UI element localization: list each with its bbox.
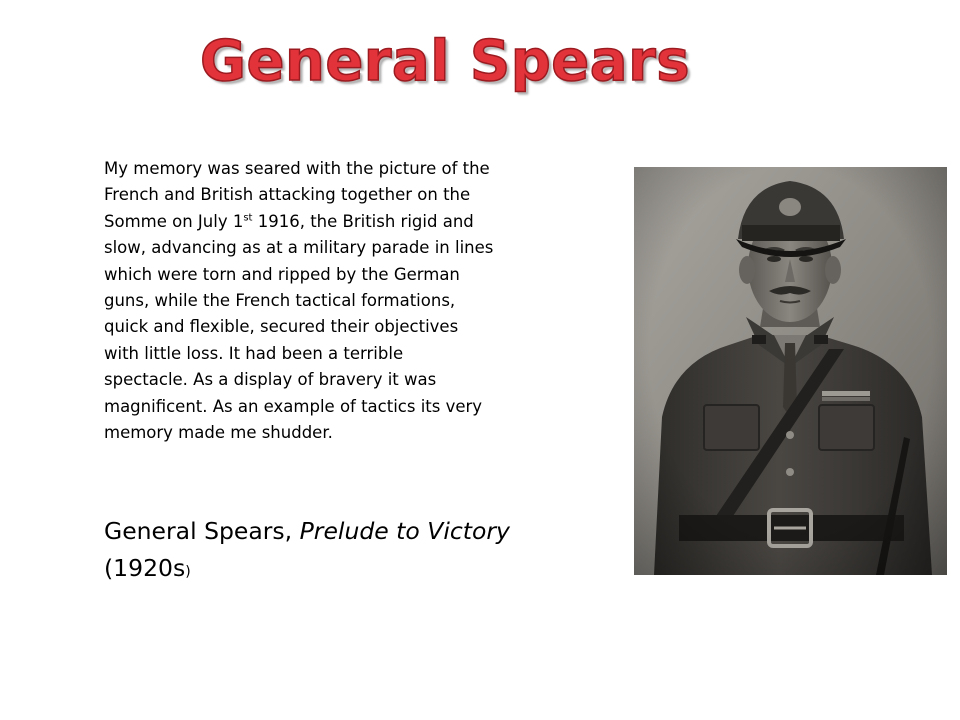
slide-title: General Spears — [200, 29, 691, 94]
quote-text — [104, 156, 584, 446]
quote-ordinal-superscript: st — [243, 212, 253, 224]
attribution-date: (1920s — [104, 554, 186, 582]
attribution-author: General Spears, — [104, 517, 300, 545]
attribution-date-close: ) — [185, 564, 191, 580]
portrait-photo-image — [634, 167, 947, 575]
quote-text-part-2: 1916, the British rigid and slow, advancing as at a military parade in lines which were torn and ripped by the German guns, while the French tactical formations, quick and flexible, secured their objectives with little loss. It had been a terrible spectacle. As a display of bravery it was magnificent. As an example of tactics its very memory made me shudder. — [104, 211, 494, 443]
quote-text-part-1: My memory was seared with the picture of the French and British attacking together on the Somme on July 1 — [104, 159, 490, 231]
attribution-book-title: Prelude to Victory — [299, 517, 510, 545]
portrait-photo — [634, 167, 947, 575]
quote-attribution — [104, 513, 584, 591]
